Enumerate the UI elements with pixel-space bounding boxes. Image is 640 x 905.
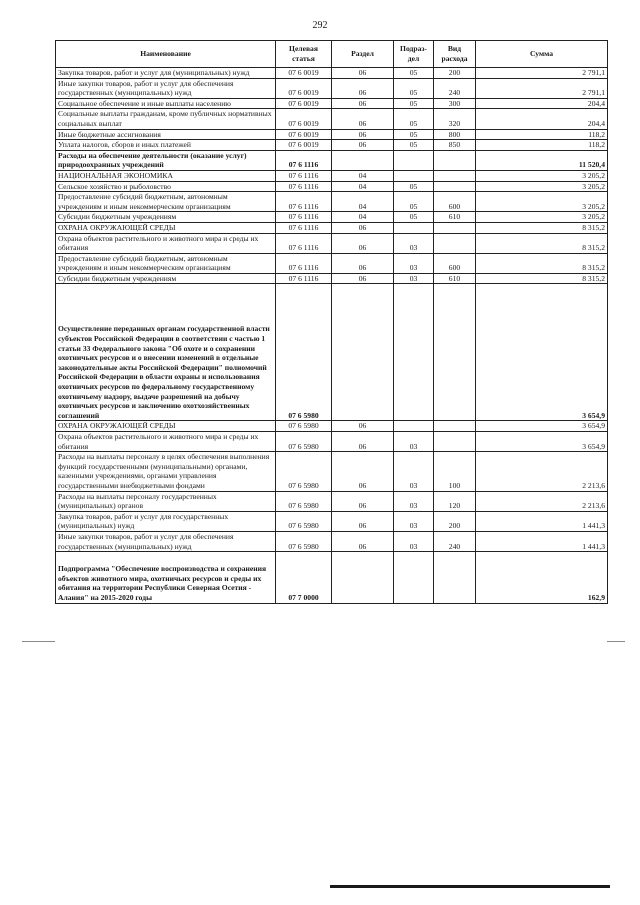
footer-rule (330, 885, 610, 888)
cell-subsection (394, 170, 434, 181)
cell-sum: 204,4 (476, 109, 608, 129)
cell-expense (434, 552, 476, 603)
cell-section: 06 (332, 68, 394, 79)
cell-section (332, 552, 394, 603)
cell-expense (434, 222, 476, 233)
cell-name: Предоставление субсидий бюджетным, автономным учреждениям и иным некоммерческим организациям (56, 253, 276, 273)
cell-name: Закупка товаров, работ и услуг для государственных (муниципальных) нужд (56, 511, 276, 531)
cell-expense: 240 (434, 531, 476, 551)
table-row (56, 212, 608, 223)
cell-target: 07 6 5980 (276, 432, 332, 452)
cell-expense: 120 (434, 491, 476, 511)
cell-name: Иные закупки товаров, работ и услуг для обеспечения государственных (муниципальных) нужд (56, 531, 276, 551)
cell-expense: 200 (434, 511, 476, 531)
cell-target: 07 6 1116 (276, 253, 332, 273)
cell-subsection: 03 (394, 432, 434, 452)
cell-section: 06 (332, 452, 394, 491)
cell-sum: 2 791,1 (476, 68, 608, 79)
cell-subsection: 03 (394, 531, 434, 551)
cell-sum: 11 520,4 (476, 150, 608, 170)
table-row (56, 140, 608, 151)
cell-sum: 2 213,6 (476, 491, 608, 511)
table-row (56, 150, 608, 170)
header-name: Наименование (56, 41, 276, 68)
cell-expense: 610 (434, 212, 476, 223)
cell-subsection: 05 (394, 129, 434, 140)
cell-sum: 3 654,9 (476, 421, 608, 432)
cell-name: Расходы на выплаты персоналу в целях обеспечения выполнения функций государственными (муниципальными) органами, казенными учреждениями, органами управления государственными внебюджетными фондами (56, 452, 276, 491)
cell-target: 07 6 0019 (276, 98, 332, 109)
cell-sum: 3 205,2 (476, 170, 608, 181)
cell-subsection: 03 (394, 273, 434, 284)
cell-section: 04 (332, 181, 394, 192)
cell-sum: 3 654,9 (476, 432, 608, 452)
cell-section (332, 150, 394, 170)
table-row (56, 273, 608, 284)
cell-target: 07 6 5980 (276, 491, 332, 511)
cell-name: Закупка товаров, работ и услуг для (муниципальных) нужд (56, 68, 276, 79)
cell-section: 06 (332, 78, 394, 98)
cell-subsection: 03 (394, 452, 434, 491)
cell-sum: 1 441,3 (476, 511, 608, 531)
cell-sum: 2 213,6 (476, 452, 608, 491)
cell-name: Предоставление субсидий бюджетным, автономным учреждениям и иным некоммерческим организациям (56, 192, 276, 212)
cell-target: 07 6 0019 (276, 140, 332, 151)
cell-target: 07 6 0019 (276, 68, 332, 79)
cell-name: Расходы на обеспечение деятельности (оказание услуг) природоохранных учреждений (56, 150, 276, 170)
cell-name: Субсидии бюджетным учреждениям (56, 212, 276, 223)
cell-target: 07 7 0000 (276, 552, 332, 603)
cell-subsection (394, 552, 434, 603)
table-row (56, 491, 608, 511)
header-expense: Вид расхода (434, 41, 476, 68)
cell-subsection (394, 421, 434, 432)
table-row (56, 531, 608, 551)
cell-section: 06 (332, 222, 394, 233)
table-row (56, 253, 608, 273)
header-section: Раздел (332, 41, 394, 68)
cell-section: 04 (332, 192, 394, 212)
cell-expense (434, 284, 476, 421)
cell-target: 07 6 5980 (276, 452, 332, 491)
cell-section: 06 (332, 511, 394, 531)
table-row (56, 170, 608, 181)
cell-expense: 600 (434, 253, 476, 273)
margin-mark-left (22, 641, 55, 642)
cell-sum: 162,9 (476, 552, 608, 603)
cell-subsection: 05 (394, 68, 434, 79)
table-row (56, 78, 608, 98)
cell-name: Иные бюджетные ассигнования (56, 129, 276, 140)
cell-sum: 8 315,2 (476, 222, 608, 233)
table-row (56, 421, 608, 432)
cell-sum: 3 654,9 (476, 284, 608, 421)
cell-sum: 3 205,2 (476, 212, 608, 223)
cell-subsection (394, 222, 434, 233)
cell-expense (434, 421, 476, 432)
cell-subsection: 05 (394, 109, 434, 129)
table-row (56, 109, 608, 129)
table-header-row (56, 41, 608, 68)
cell-name: Социальные выплаты гражданам, кроме публичных нормативных социальных выплат (56, 109, 276, 129)
cell-sum: 3 205,2 (476, 181, 608, 192)
cell-expense: 240 (434, 78, 476, 98)
cell-expense: 600 (434, 192, 476, 212)
cell-section: 06 (332, 273, 394, 284)
table-row (56, 233, 608, 253)
cell-sum: 2 791,1 (476, 78, 608, 98)
cell-expense: 300 (434, 98, 476, 109)
header-sum: Сумма (476, 41, 608, 68)
table-row (56, 511, 608, 531)
cell-target: 07 6 1116 (276, 212, 332, 223)
cell-section: 06 (332, 491, 394, 511)
cell-name: Субсидии бюджетным учреждениям (56, 273, 276, 284)
cell-subsection (394, 284, 434, 421)
header-target: Целевая статья (276, 41, 332, 68)
cell-expense: 610 (434, 273, 476, 284)
cell-subsection: 05 (394, 78, 434, 98)
cell-name: ОХРАНА ОКРУЖАЮЩЕЙ СРЕДЫ (56, 222, 276, 233)
cell-sum: 204,4 (476, 98, 608, 109)
cell-section: 06 (332, 98, 394, 109)
cell-section: 06 (332, 421, 394, 432)
cell-name: Охрана объектов растительного и животного мира и среды их обитания (56, 432, 276, 452)
cell-subsection: 03 (394, 233, 434, 253)
table-row (56, 68, 608, 79)
table-row (56, 181, 608, 192)
cell-target: 07 6 1116 (276, 181, 332, 192)
cell-name: Уплата налогов, сборов и иных платежей (56, 140, 276, 151)
table-body (56, 68, 608, 604)
cell-name: Сельское хозяйство и рыболовство (56, 181, 276, 192)
cell-sum: 1 441,3 (476, 531, 608, 551)
table-row (56, 552, 608, 603)
cell-sum: 8 315,2 (476, 233, 608, 253)
cell-target: 07 6 0019 (276, 78, 332, 98)
cell-section: 06 (332, 129, 394, 140)
table-row (56, 284, 608, 421)
cell-section: 06 (332, 432, 394, 452)
cell-target: 07 6 0019 (276, 129, 332, 140)
table-row (56, 192, 608, 212)
header-subsection: Подраз-дел (394, 41, 434, 68)
cell-target: 07 6 5980 (276, 284, 332, 421)
cell-sum: 8 315,2 (476, 253, 608, 273)
cell-sum: 118,2 (476, 129, 608, 140)
budget-table (55, 40, 608, 604)
page-number: 292 (312, 20, 328, 31)
cell-section: 06 (332, 109, 394, 129)
cell-section: 04 (332, 212, 394, 223)
table-row (56, 129, 608, 140)
cell-name: ОХРАНА ОКРУЖАЮЩЕЙ СРЕДЫ (56, 421, 276, 432)
cell-subsection: 03 (394, 491, 434, 511)
cell-subsection: 05 (394, 140, 434, 151)
cell-section: 04 (332, 170, 394, 181)
cell-subsection (394, 150, 434, 170)
cell-section: 06 (332, 140, 394, 151)
cell-sum: 3 205,2 (476, 192, 608, 212)
cell-target: 07 6 1116 (276, 170, 332, 181)
cell-subsection: 03 (394, 511, 434, 531)
cell-target: 07 6 5980 (276, 531, 332, 551)
table-row (56, 432, 608, 452)
cell-subsection: 05 (394, 212, 434, 223)
cell-expense (434, 170, 476, 181)
cell-expense (434, 181, 476, 192)
cell-expense (434, 432, 476, 452)
cell-name: Расходы на выплаты персоналу государственных (муниципальных) органов (56, 491, 276, 511)
cell-section: 06 (332, 253, 394, 273)
cell-section: 06 (332, 233, 394, 253)
cell-subsection: 05 (394, 181, 434, 192)
cell-name: Социальное обеспечение и иные выплаты населению (56, 98, 276, 109)
cell-expense: 200 (434, 68, 476, 79)
cell-expense (434, 233, 476, 253)
cell-sum: 8 315,2 (476, 273, 608, 284)
table-row (56, 452, 608, 491)
cell-sum: 118,2 (476, 140, 608, 151)
cell-target: 07 6 1116 (276, 273, 332, 284)
cell-name: НАЦИОНАЛЬНАЯ ЭКОНОМИКА (56, 170, 276, 181)
cell-target: 07 6 0019 (276, 109, 332, 129)
cell-target: 07 6 1116 (276, 233, 332, 253)
cell-name: Осуществление переданных органам государственной власти субъектов Российской Федерации в соответствии с частью 1 статьи 33 Федерального закона "Об охоте и о сохранении охотничьих ресурсов и о внесении изменений в отдельные законодательные акты Российской Федерации" полномочий Российской Федерации в области охраны и использования охотничьих ресурсов по федеральному государственному охотничьему надзору, выдаче разрешений на добычу охотничьих ресурсов и заключению охотхозяйственных соглашений (56, 284, 276, 421)
cell-subsection: 03 (394, 253, 434, 273)
cell-target: 07 6 5980 (276, 421, 332, 432)
table-row (56, 98, 608, 109)
cell-expense: 800 (434, 129, 476, 140)
cell-name: Охрана объектов растительного и животного мира и среды их обитания (56, 233, 276, 253)
cell-name: Иные закупки товаров, работ и услуг для обеспечения государственных (муниципальных) нужд (56, 78, 276, 98)
cell-expense: 320 (434, 109, 476, 129)
cell-expense: 100 (434, 452, 476, 491)
cell-section: 06 (332, 531, 394, 551)
cell-target: 07 6 1116 (276, 150, 332, 170)
margin-mark-right (607, 641, 625, 642)
cell-target: 07 6 5980 (276, 511, 332, 531)
cell-target: 07 6 1116 (276, 222, 332, 233)
cell-name: Подпрограмма "Обеспечение воспроизводства и сохранения объектов животного мира, охотничьих ресурсов и среды их обитания на территории Республики Северная Осетия - Алания" на 2015-2020 годы (56, 552, 276, 603)
cell-target: 07 6 1116 (276, 192, 332, 212)
table-row (56, 222, 608, 233)
cell-expense: 850 (434, 140, 476, 151)
cell-subsection: 05 (394, 98, 434, 109)
cell-section (332, 284, 394, 421)
cell-subsection: 05 (394, 192, 434, 212)
cell-expense (434, 150, 476, 170)
